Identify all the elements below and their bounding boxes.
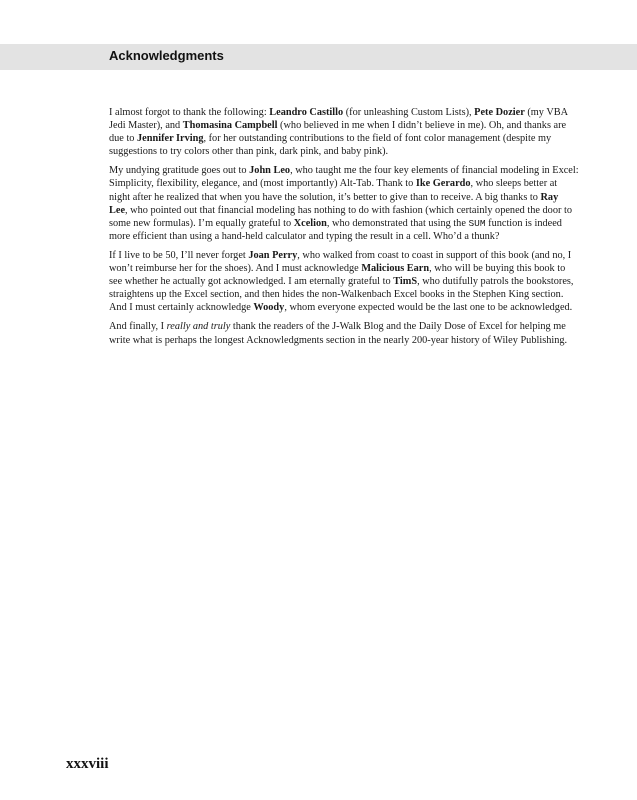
- text-run: , who demonstrated that using the: [326, 217, 469, 229]
- header-band: [0, 44, 637, 70]
- text-run: , who dutifully patrols the bookstores, straightens up the Excel section, and then hides the non-Walkenbach Excel books in the Stephen King section. And I must certainly acknowledge: [109, 276, 574, 314]
- italic-text: really and truly: [166, 321, 231, 333]
- bold-name: Xcelion: [293, 217, 327, 229]
- paragraph: [109, 320, 579, 346]
- text-run: If I live to be 50, I’ll never forget: [109, 249, 249, 261]
- text-run: , who walked from coast to coast in support of this book (and no, I won’t reimburse her for the shoes). And I must acknowledge: [109, 249, 572, 275]
- page-number: xxxviii: [66, 756, 109, 772]
- text-run: (my VBA Jedi Master), and: [109, 107, 568, 132]
- text-run: My undying gratitude goes out to: [109, 165, 250, 177]
- body-text: [109, 106, 579, 353]
- bold-name: Pete Dozier: [474, 107, 525, 118]
- text-run: function is indeed more efficient than using a hand-held calculator and typing the result in a cell. Who’d a thunk?: [109, 217, 562, 242]
- bold-name: Thomasina Campbell: [182, 120, 278, 132]
- text-run: , who sleeps better at night after he realized that when you have the solution, it’s better to give than to receive. A big thanks to: [109, 178, 558, 203]
- text-run: , whom everyone expected would be the last one to be acknowledged.: [284, 302, 573, 314]
- text-run: (who believed in me when I didn’t believe in me). Oh, and thanks are due to: [109, 120, 567, 145]
- paragraph: [109, 164, 579, 243]
- bold-name: TimS: [393, 276, 418, 288]
- bold-name: Malicious Earn: [361, 263, 430, 275]
- bold-name: Leandro Castillo: [269, 107, 344, 118]
- paragraph: [109, 249, 579, 314]
- text-run: (for unleashing Custom Lists),: [343, 107, 475, 118]
- paragraph: [109, 106, 579, 158]
- text-run: , for her outstanding contributions to the field of font color management (despite my suggestions to try colors other than pink, dark pink, and baby pink).: [109, 133, 552, 158]
- text-run: , who pointed out that financial modeling has nothing to do with fashion (which certainly opened the door to some new formulas). I’m equally grateful to: [109, 204, 572, 229]
- text-run: , who will be buying this book to see whether he actually got acknowledged. I am eternally grateful to: [109, 263, 566, 288]
- code-text: SUM: [468, 217, 486, 229]
- text-run: thank the readers of the J-Walk Blog and the Daily Dose of Excel for helping me write what is perhaps the longest Acknowledgments section in the nearly 200-year history of Wiley Publishing.: [109, 321, 568, 346]
- page-title: Acknowledgments: [109, 48, 224, 63]
- bold-name: Ike Gerardo: [415, 178, 471, 190]
- bold-name: Jennifer Irving: [137, 133, 204, 145]
- bold-name: John Leo: [249, 165, 291, 177]
- bold-name: Woody: [253, 302, 285, 314]
- text-run: And finally, I: [109, 321, 167, 333]
- bold-name: Ray Lee: [109, 191, 559, 216]
- text-run: I almost forgot to thank the following:: [109, 107, 270, 118]
- text-run: , who taught me the four key elements of financial modeling in Excel: Simplicity, flexibility, elegance, and (most importantly) Alt-Tab. Thank to: [109, 165, 579, 190]
- bold-name: Joan Perry: [248, 249, 298, 261]
